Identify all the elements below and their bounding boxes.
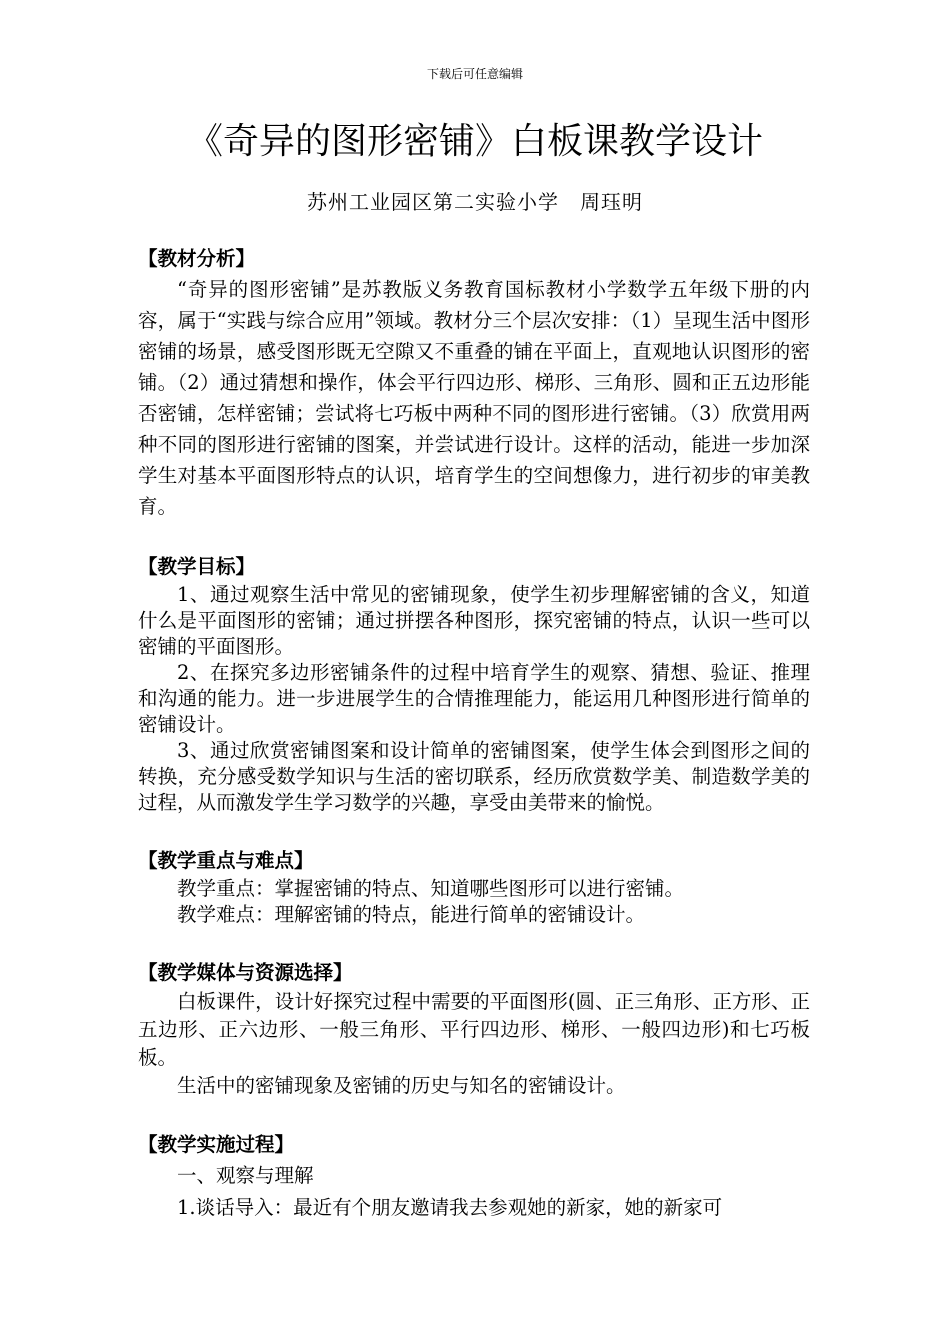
paragraph: 教学重点：掌握密铺的特点、知道哪些图形可以进行密铺。 [177,877,685,900]
section-heading: 【教学目标】 [138,555,256,578]
section-goals [138,552,810,816]
paragraph: 生活中的密铺现象及密铺的历史与知名的密铺设计。 [177,1074,626,1097]
paragraph: 1.谈话导入：最近有个朋友邀请我去参观她的新家，她的新家可 [177,1196,723,1219]
paragraph: 2、在探究多边形密铺条件的过程中培育学生的观察、猜想、验证、推理和沟通的能力。进一步进展学生的合情推理能力，能运用几种图形进行简单的密铺设计。 [138,661,810,736]
section-heading: 【教学媒体与资源选择】 [138,961,353,984]
paragraph: “奇异的图形密铺”是苏教版义务教育国标教材小学数学五年级下册的内容，属于“实践与综合应用”领域。教材分三个层次安排：（1）呈现生活中图形密铺的场景，感受图形既无空隙又不重叠的铺在平面上，直观地认识图形的密铺。（2）通过猜想和操作，体会平行四边形、梯形、三角形、圆和正五边形能否密铺，怎样密铺；尝试将七巧板中两种不同的图形进行密铺。（3）欣赏用两种不同的图形进行密铺的图案，并尝试进行设计。这样的活动，能进一步加深学生对基本平面图形特点的认识，培育学生的空间想像力，进行初步的审美教育。 [138,278,810,518]
section-analysis [138,244,810,522]
paragraph: 3、通过欣赏密铺图案和设计简单的密铺图案，使学生体会到图形之间的转换，充分感受数学知识与生活的密切联系，经历欣赏数学美、制造数学美的过程，从而激发学生学习数学的兴趣，享受由美带来的愉悦。 [138,739,810,814]
section-process [138,1130,810,1224]
section-heading: 【教学实施过程】 [138,1133,295,1156]
header-note: 下载后可任意编辑 [426,67,523,81]
section-heading: 【教材分析】 [138,247,256,270]
document-body [138,244,810,1224]
author-line: 苏州工业园区第二实验小学 周珏明 [307,190,643,214]
paragraph: 一、观察与理解 [177,1164,314,1187]
section-focus [138,846,810,928]
section-heading: 【教学重点与难点】 [138,849,314,872]
document-title: 《奇异的图形密铺》白板课教学设计 [186,121,763,162]
paragraph: 1、通过观察生活中常见的密铺现象，使学生初步理解密铺的含义，知道什么是平面图形的密铺；通过拼摆各种图形，探究密铺的特点，认识一些可以密铺的平面图形。 [138,583,810,658]
section-media [138,958,810,1100]
paragraph: 教学难点：理解密铺的特点，能进行简单的密铺设计。 [177,903,646,926]
paragraph: 白板课件，设计好探究过程中需要的平面图形(圆、正三角形、正方形、正五边形、正六边形、一般三角形、平行四边形、梯形、一般四边形)和七巧板板。 [138,990,810,1069]
